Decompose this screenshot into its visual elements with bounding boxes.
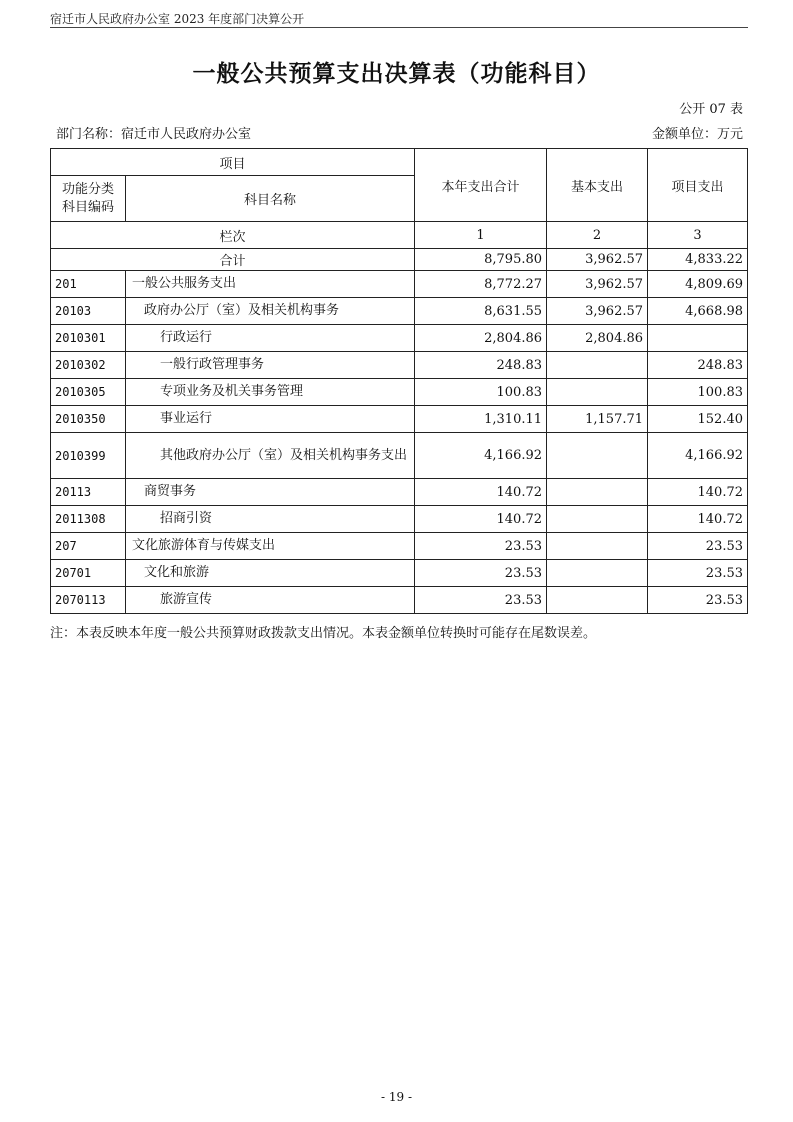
lanci-2: 2 bbox=[547, 222, 648, 249]
row-basic: 2,804.86 bbox=[547, 325, 648, 352]
row-basic bbox=[547, 433, 648, 479]
row-code: 20701 bbox=[51, 560, 126, 587]
total-project: 4,833.22 bbox=[648, 249, 748, 271]
row-name: 文化旅游体育与传媒支出 bbox=[126, 533, 415, 560]
row-project: 23.53 bbox=[648, 533, 748, 560]
header-name: 科目名称 bbox=[126, 176, 415, 222]
row-code: 2011308 bbox=[51, 506, 126, 533]
row-project: 152.40 bbox=[648, 406, 748, 433]
row-code: 2070113 bbox=[51, 587, 126, 614]
lanci-3: 3 bbox=[648, 222, 748, 249]
row-name: 一般公共服务支出 bbox=[126, 271, 415, 298]
amount-unit: 金额单位：万元 bbox=[651, 127, 743, 142]
table-note: 注：本表反映本年度一般公共预算财政拨款支出情况。本表金额单位转换时可能存在尾数误差。 bbox=[50, 626, 597, 641]
row-basic bbox=[547, 506, 648, 533]
row-project: 248.83 bbox=[648, 352, 748, 379]
row-project bbox=[648, 325, 748, 352]
row-total: 140.72 bbox=[415, 479, 547, 506]
header-total: 本年支出合计 bbox=[415, 149, 547, 222]
row-project: 140.72 bbox=[648, 479, 748, 506]
row-total: 248.83 bbox=[415, 352, 547, 379]
row-project: 4,668.98 bbox=[648, 298, 748, 325]
table-row bbox=[51, 433, 748, 479]
table-row bbox=[51, 560, 748, 587]
row-project: 23.53 bbox=[648, 587, 748, 614]
header-basic: 基本支出 bbox=[547, 149, 648, 222]
table-row bbox=[51, 298, 748, 325]
row-name: 招商引资 bbox=[126, 506, 415, 533]
row-total: 1,310.11 bbox=[415, 406, 547, 433]
row-project: 140.72 bbox=[648, 506, 748, 533]
table-row bbox=[51, 406, 748, 433]
table-row bbox=[51, 506, 748, 533]
row-total: 23.53 bbox=[415, 560, 547, 587]
row-code: 2010302 bbox=[51, 352, 126, 379]
row-total: 8,772.27 bbox=[415, 271, 547, 298]
table-row bbox=[51, 352, 748, 379]
table-row bbox=[51, 271, 748, 298]
row-basic bbox=[547, 533, 648, 560]
row-total: 23.53 bbox=[415, 587, 547, 614]
table-row bbox=[51, 325, 748, 352]
row-code: 201 bbox=[51, 271, 126, 298]
department-name: 部门名称：宿迁市人民政府办公室 bbox=[56, 127, 252, 142]
row-total: 100.83 bbox=[415, 379, 547, 406]
row-name: 文化和旅游 bbox=[126, 560, 415, 587]
row-basic bbox=[547, 587, 648, 614]
row-name: 一般行政管理事务 bbox=[126, 352, 415, 379]
row-code: 20113 bbox=[51, 479, 126, 506]
row-basic: 1,157.71 bbox=[547, 406, 648, 433]
row-total: 8,631.55 bbox=[415, 298, 547, 325]
row-code: 2010350 bbox=[51, 406, 126, 433]
total-basic: 3,962.57 bbox=[547, 249, 648, 271]
header-divider bbox=[50, 27, 748, 28]
row-code: 2010301 bbox=[51, 325, 126, 352]
page-title: 一般公共预算支出决算表（功能科目） bbox=[192, 61, 601, 87]
row-name: 事业运行 bbox=[126, 406, 415, 433]
row-name: 专项业务及机关事务管理 bbox=[126, 379, 415, 406]
row-code: 20103 bbox=[51, 298, 126, 325]
running-header: 宿迁市人民政府办公室 2023 年度部门决算公开 bbox=[50, 12, 305, 26]
row-code: 2010399 bbox=[51, 433, 126, 479]
row-total: 23.53 bbox=[415, 533, 547, 560]
expenditure-table bbox=[50, 148, 748, 614]
row-project: 4,166.92 bbox=[648, 433, 748, 479]
row-name: 政府办公厅（室）及相关机构事务 bbox=[126, 298, 415, 325]
row-name: 行政运行 bbox=[126, 325, 415, 352]
row-basic: 3,962.57 bbox=[547, 271, 648, 298]
table-row bbox=[51, 379, 748, 406]
row-basic bbox=[547, 379, 648, 406]
row-name: 商贸事务 bbox=[126, 479, 415, 506]
table-row bbox=[51, 533, 748, 560]
total-amount: 8,795.80 bbox=[415, 249, 547, 271]
table-row bbox=[51, 479, 748, 506]
row-total: 4,166.92 bbox=[415, 433, 547, 479]
row-basic bbox=[547, 560, 648, 587]
row-total: 140.72 bbox=[415, 506, 547, 533]
table-row bbox=[51, 587, 748, 614]
page-number: - 19 - bbox=[380, 1090, 412, 1104]
row-project: 23.53 bbox=[648, 560, 748, 587]
row-basic bbox=[547, 352, 648, 379]
row-basic bbox=[547, 479, 648, 506]
row-basic: 3,962.57 bbox=[547, 298, 648, 325]
row-name: 其他政府办公厅（室）及相关机构事务支出 bbox=[126, 433, 415, 479]
row-total: 2,804.86 bbox=[415, 325, 547, 352]
row-code: 207 bbox=[51, 533, 126, 560]
row-name: 旅游宣传 bbox=[126, 587, 415, 614]
header-project: 项目支出 bbox=[648, 149, 748, 222]
row-code: 2010305 bbox=[51, 379, 126, 406]
row-project: 4,809.69 bbox=[648, 271, 748, 298]
row-project: 100.83 bbox=[648, 379, 748, 406]
lanci-label: 栏次 bbox=[51, 222, 415, 249]
table-number: 公开 07 表 bbox=[679, 102, 743, 117]
total-label: 合计 bbox=[51, 249, 415, 271]
header-code: 功能分类 科目编码 bbox=[51, 176, 126, 222]
lanci-1: 1 bbox=[415, 222, 547, 249]
header-item: 项目 bbox=[51, 149, 415, 176]
